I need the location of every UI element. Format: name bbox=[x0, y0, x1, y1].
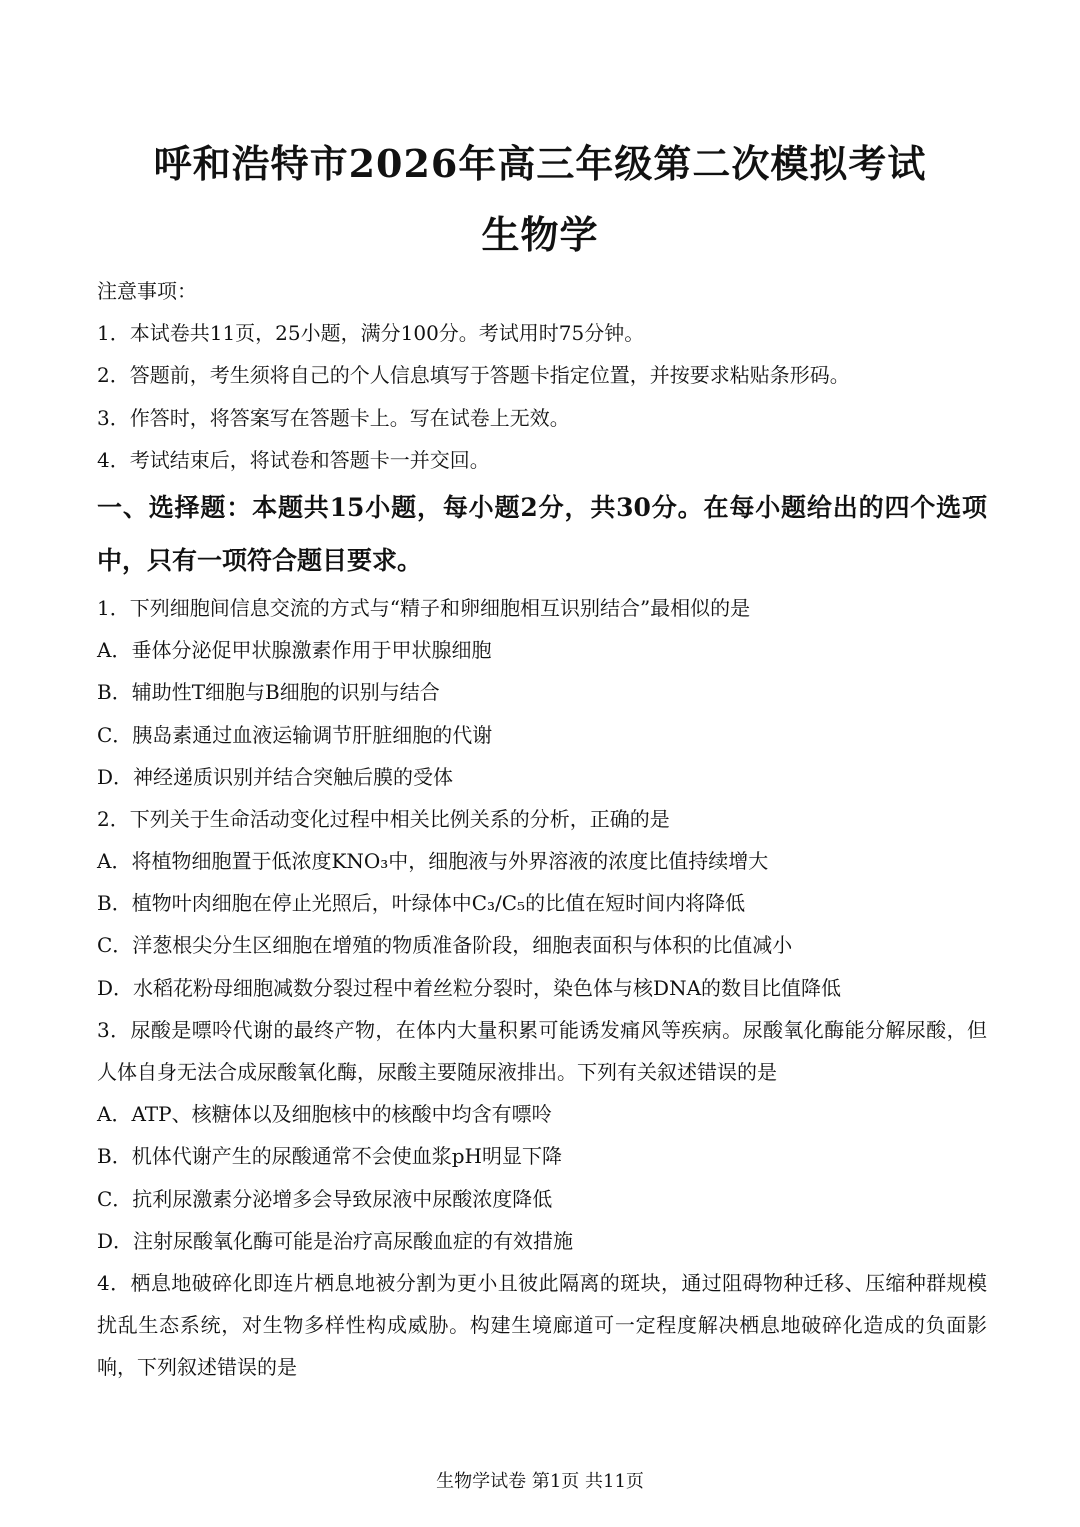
question-stem: 1．下列细胞间信息交流的方式与“精子和卵细胞相互识别结合”最相似的是 bbox=[97, 595, 751, 620]
subject-title: 生物学 bbox=[481, 212, 599, 257]
notice-item: 3．作答时，将答案写在答题卡上。写在试卷上无效。 bbox=[97, 405, 570, 430]
question-option: D．注射尿酸氧化酶可能是治疗高尿酸血症的有效措施 bbox=[97, 1228, 574, 1253]
question-option: D．水稻花粉母细胞减数分裂过程中着丝粒分裂时，染色体与核DNA的数目比值降低 bbox=[97, 975, 842, 1000]
question-stem: 4．栖息地破碎化即连片栖息地被分割为更小且彼此隔离的斑块，通过阻碍物种迁移、压缩种群规模扰乱生态系统，对生物多样性构成威胁。构建生境廊道可一定程度解决栖息地破碎化造成的负面影响，下列叙述错误的是 bbox=[97, 1270, 987, 1380]
question-option: C．抗利尿激素分泌增多会导致尿液中尿酸浓度降低 bbox=[97, 1186, 553, 1211]
exam-body bbox=[97, 270, 987, 1389]
question-option: D．神经递质识别并结合突触后膜的受体 bbox=[97, 764, 454, 789]
question-option: B．植物叶肉细胞在停止光照后，叶绿体中C₃/C₅的比值在短时间内将降低 bbox=[97, 891, 746, 916]
notice-item: 4．考试结束后，将试卷和答题卡一并交回。 bbox=[97, 447, 490, 472]
question-option: A．ATP、核糖体以及细胞核中的核酸中均含有嘌呤 bbox=[97, 1102, 552, 1127]
notice-item: 2．答题前，考生须将自己的个人信息填写于答题卡指定位置，并按要求粘贴条形码。 bbox=[97, 363, 850, 388]
question-option: B．机体代谢产生的尿酸通常不会使血浆pH明显下降 bbox=[97, 1144, 562, 1169]
notice-item: 1．本试卷共11页，25小题，满分100分。考试用时75分钟。 bbox=[97, 321, 645, 346]
question-option: A．垂体分泌促甲状腺激素作用于甲状腺细胞 bbox=[97, 638, 492, 663]
question-stem: 2．下列关于生命活动变化过程中相关比例关系的分析，正确的是 bbox=[97, 806, 670, 831]
notice-heading: 注意事项： bbox=[97, 279, 197, 303]
section-heading: 一、选择题：本题共15小题，每小题2分，共30分。在每小题给出的四个选项中，只有一项符合题目要求。 bbox=[97, 492, 987, 575]
page-footer: 生物学试卷 第1页 共11页 bbox=[436, 1471, 644, 1492]
question-option: C．胰岛素通过血液运输调节肝脏细胞的代谢 bbox=[97, 722, 493, 747]
question-option: C．洋葱根尖分生区细胞在增殖的物质准备阶段，细胞表面积与体积的比值减小 bbox=[97, 933, 793, 958]
question-option: A．将植物细胞置于低浓度KNO₃中，细胞液与外界溶液的浓度比值持续增大 bbox=[97, 849, 769, 874]
question-option: B．辅助性T细胞与B细胞的识别与结合 bbox=[97, 680, 440, 705]
exam-title: 呼和浩特市2026年高三年级第二次模拟考试 bbox=[153, 141, 927, 186]
question-stem: 3．尿酸是嘌呤代谢的最终产物，在体内大量积累可能诱发痛风等疾病。尿酸氧化酶能分解尿酸，但人体自身无法合成尿酸氧化酶，尿酸主要随尿液排出。下列有关叙述错误的是 bbox=[97, 1017, 987, 1085]
